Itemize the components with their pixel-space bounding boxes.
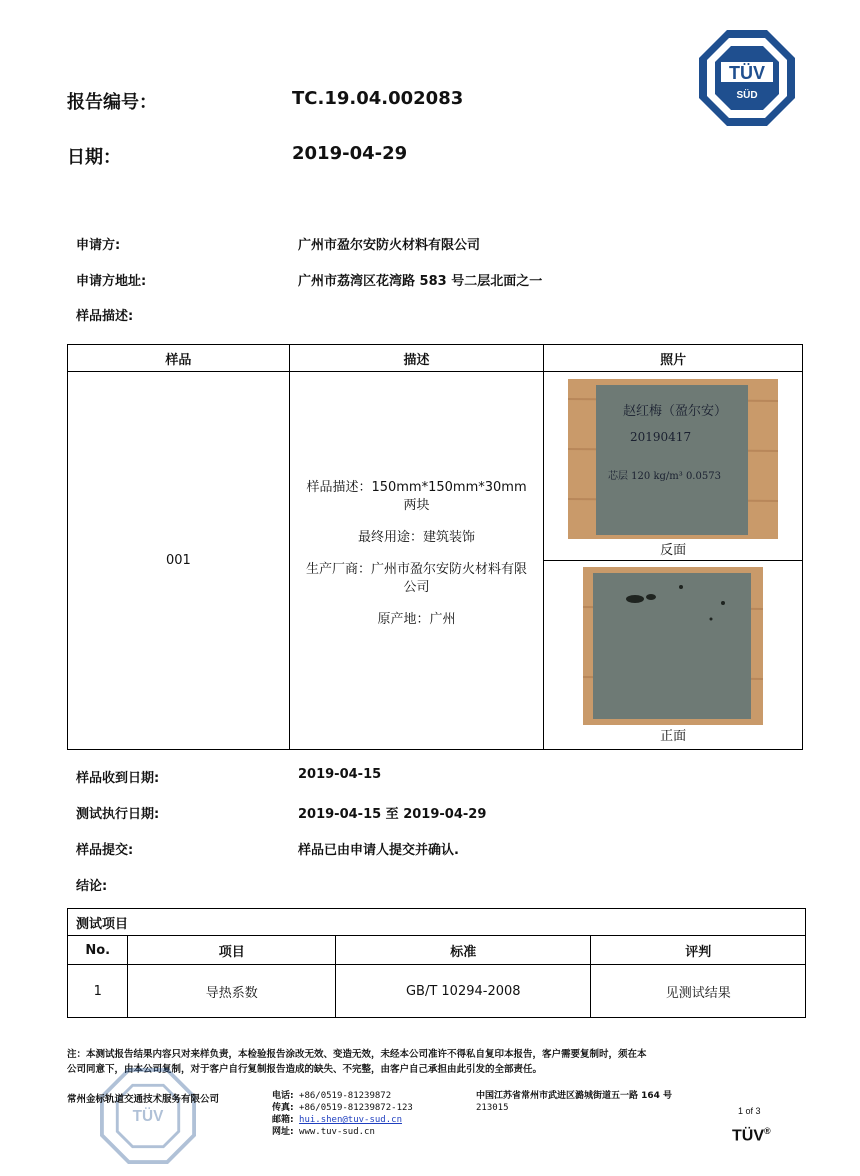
desc-origin: 原产地：广州 <box>377 611 456 627</box>
disclaimer-line2: 公司同意下，由本公司复制，对于客户自行复制报告造成的缺失、不完整，由客户自己承担由此引发的全部责任。 <box>67 1064 543 1075</box>
address-block <box>476 1090 672 1114</box>
header-description: 描述 <box>289 345 544 372</box>
col-standard: 标准 <box>336 936 591 965</box>
received-date-label: 样品收到日期: <box>76 771 160 786</box>
logo-text-top: TÜV <box>729 63 765 83</box>
col-item: 项目 <box>128 936 336 965</box>
disclaimer-line1: 注：本测试报告结果内容只对来样负责，本检验报告涂改无效、变造无效，未经本公司准许不得私自复印本报告，客户需要复制时，须在本 <box>67 1049 647 1060</box>
address-line1: 中国江苏省常州市武进区潞城街道五一路 164 号 <box>476 1091 673 1101</box>
phone-value: +86/0519-81239872 <box>299 1091 392 1101</box>
table-row <box>68 965 806 1018</box>
logo-text-bottom: SÜD <box>736 90 758 101</box>
fax-value: +86/0519-81239872-123 <box>299 1103 413 1113</box>
fax-label: 传真: <box>272 1103 294 1113</box>
web-label: 网址: <box>272 1127 294 1137</box>
conclusion-label: 结论: <box>76 879 108 894</box>
desc-manufacturer: 生产厂商：广州市盈尔安防火材料有限公司 <box>306 561 528 595</box>
email-link[interactable]: hui.shen@tuv-sud.cn <box>299 1115 402 1125</box>
row-item: 导热系数 <box>128 965 336 1018</box>
photo-back <box>568 379 778 539</box>
address-label: 申请方地址: <box>76 274 147 289</box>
desc-size: 样品描述：150mm*150mm*30mm 两块 <box>306 479 527 513</box>
row-verdict: 见测试结果 <box>591 965 806 1018</box>
stamp-logo <box>100 1068 196 1164</box>
handwriting-line3: 芯层 120 kg/m³ 0.0573 <box>608 471 722 482</box>
sample-description-cell <box>289 372 544 750</box>
handwriting-line2: 20190417 <box>630 430 692 444</box>
row-no: 1 <box>68 965 128 1018</box>
test-date-label: 测试执行日期: <box>76 807 160 822</box>
report-number-value: TC.19.04.002083 <box>292 88 464 109</box>
submission-label: 样品提交: <box>76 843 134 858</box>
applicant-value: 广州市盈尔安防火材料有限公司 <box>298 238 481 253</box>
header-sample: 样品 <box>68 345 290 372</box>
tuv-logo <box>697 28 797 128</box>
report-number-label: 报告编号： <box>67 92 157 113</box>
col-no: No. <box>68 936 128 965</box>
address-line2: 213015 <box>476 1103 509 1113</box>
brand-text: TÜV <box>732 1127 764 1145</box>
submission-value: 样品已由申请人提交并确认. <box>298 843 459 858</box>
test-date-value: 2019-04-15 至 2019-04-29 <box>298 807 487 822</box>
caption-front: 正面 <box>660 729 687 744</box>
desc-usage: 最终用途：建筑装饰 <box>358 529 476 545</box>
company-name: 常州金标轨道交通技术服务有限公司 <box>67 1094 220 1105</box>
brand-mark: TÜV® <box>732 1126 771 1145</box>
address-value: 广州市荔湾区花湾路 583 号二层北面之一 <box>298 274 543 289</box>
caption-back: 反面 <box>660 543 687 558</box>
handwriting-line1: 赵红梅（盈尔安） <box>623 404 728 419</box>
photo-front-cell <box>544 561 803 750</box>
row-standard: GB/T 10294-2008 <box>336 965 591 1018</box>
date-value: 2019-04-29 <box>292 143 408 164</box>
sample-id: 001 <box>68 372 290 750</box>
sample-description-label: 样品描述: <box>76 309 134 324</box>
test-items-title: 测试项目 <box>68 909 806 936</box>
test-items-table <box>67 908 806 1018</box>
web-link[interactable]: www.tuv-sud.cn <box>299 1127 375 1137</box>
email-label: 邮箱: <box>272 1115 294 1125</box>
phone-label: 电话: <box>272 1091 294 1101</box>
applicant-label: 申请方: <box>76 238 121 253</box>
date-label: 日期： <box>67 147 121 168</box>
contact-block <box>272 1090 413 1138</box>
col-verdict: 评判 <box>591 936 806 965</box>
photo-back-cell <box>544 372 803 561</box>
received-date-value: 2019-04-15 <box>298 767 382 782</box>
stamp-text: TÜV <box>132 1107 164 1125</box>
photo-front <box>583 567 763 725</box>
header-photo: 照片 <box>544 345 803 372</box>
sample-table <box>67 344 803 750</box>
page-indicator: 1 of 3 <box>738 1106 761 1116</box>
